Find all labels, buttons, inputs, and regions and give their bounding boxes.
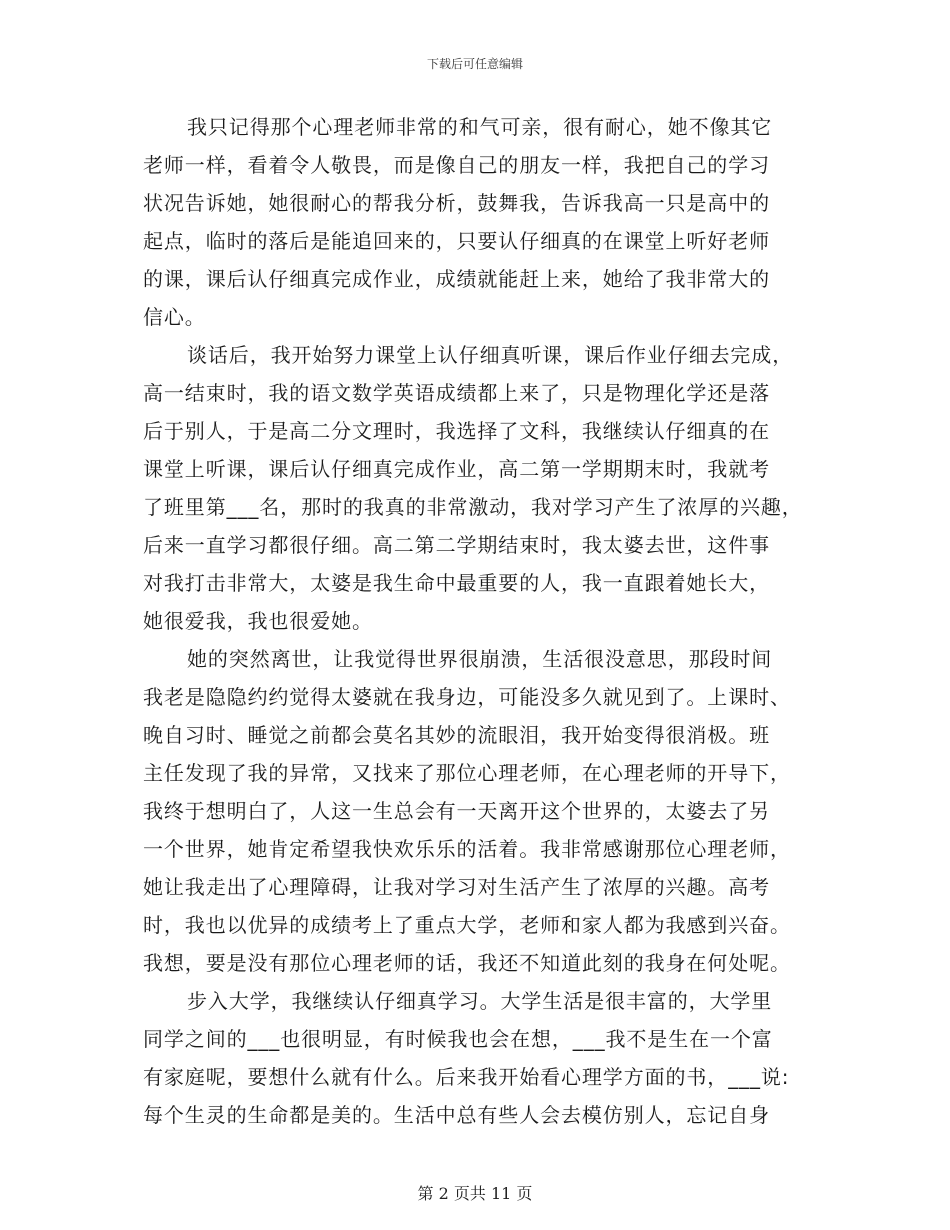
text-line: 我终于想明白了，人这一生总会有一天离开这个世界的，太婆去了另 — [143, 799, 770, 823]
text-line: 主任发现了我的异常，又找来了那位心理老师，在心理老师的开导下， — [143, 761, 791, 785]
text-line: 每个生灵的生命都是美的。生活中总有些人会去模仿别人，忘记自身 — [143, 1103, 770, 1127]
text-line: 后于别人，于是高二分文理时，我选择了文科，我继续认仔细真的在 — [143, 419, 770, 443]
text-line: 高一结束时，我的语文数学英语成绩都上来了，只是物理化学还是落 — [143, 381, 770, 405]
text-line: 信心。 — [143, 305, 206, 329]
text-line: 她让我走出了心理障碍，让我对学习对生活产生了浓厚的兴趣。高考 — [143, 875, 770, 899]
text-line: 状况告诉她，她很耐心的帮我分析，鼓舞我，告诉我高一只是高中的 — [143, 191, 770, 215]
text-line: 她的突然离世，让我觉得世界很崩溃，生活很没意思，那段时间 — [187, 647, 773, 671]
text-line: 老师一样，看着令人敬畏，而是像自己的朋友一样，我把自己的学习 — [143, 153, 770, 177]
text-line: 她很爱我，我也很爱她。 — [143, 609, 373, 633]
text-line: 同学之间的___也很明显，有时候我也会在想，___我不是生在一个富 — [143, 1027, 773, 1051]
text-line: 课堂上听课，课后认仔细真完成作业，高二第一学期期末时，我就考 — [143, 457, 770, 481]
page-header: 下载后可任意编辑 — [426, 57, 523, 71]
text-line: 步入大学，我继续认仔细真学习。大学生活是很丰富的，大学里 — [187, 989, 773, 1013]
paragraph-3 — [143, 640, 811, 982]
text-line: 晚自习时、睡觉之前都会莫名其妙的流眼泪，我开始变得很消极。班 — [143, 723, 770, 747]
paragraph-2 — [143, 336, 811, 640]
text-line: 我老是隐隐约约觉得太婆就在我身边，可能没多久就见到了。上课时、 — [143, 685, 791, 709]
text-line: 对我打击非常大，太婆是我生命中最重要的人，我一直跟着她长大， — [143, 571, 770, 595]
text-line: 有家庭呢，要想什么就有什么。后来我开始看心理学方面的书，___说: — [143, 1065, 790, 1089]
text-line: 一个世界，她肯定希望我快欢乐乐的活着。我非常感谢那位心理老师， — [143, 837, 791, 861]
paragraph-1 — [143, 108, 811, 336]
text-line: 起点，临时的落后是能追回来的，只要认仔细真的在课堂上听好老师 — [143, 229, 770, 253]
text-line: 谈话后，我开始努力课堂上认仔细真听课，课后作业仔细去完成， — [187, 343, 794, 367]
text-line: 后来一直学习都很仔细。高二第二学期结束时，我太婆去世，这件事 — [143, 533, 770, 557]
text-line: 时，我也以优异的成绩考上了重点大学，老师和家人都为我感到兴奋。 — [143, 913, 791, 937]
paragraph-4 — [143, 982, 811, 1134]
text-line: 我想，要是没有那位心理老师的话，我还不知道此刻的我身在何处呢。 — [143, 951, 791, 975]
text-line: 我只记得那个心理老师非常的和气可亲，很有耐心，她不像其它 — [187, 115, 773, 139]
page-footer: 第 2 页共 11 页 — [417, 1184, 533, 1203]
document-body — [143, 108, 811, 1134]
text-line: 了班里第___名，那时的我真的非常激动，我对学习产生了浓厚的兴趣， — [143, 495, 803, 519]
text-line: 的课，课后认仔细真完成作业，成绩就能赶上来，她给了我非常大的 — [143, 267, 770, 291]
